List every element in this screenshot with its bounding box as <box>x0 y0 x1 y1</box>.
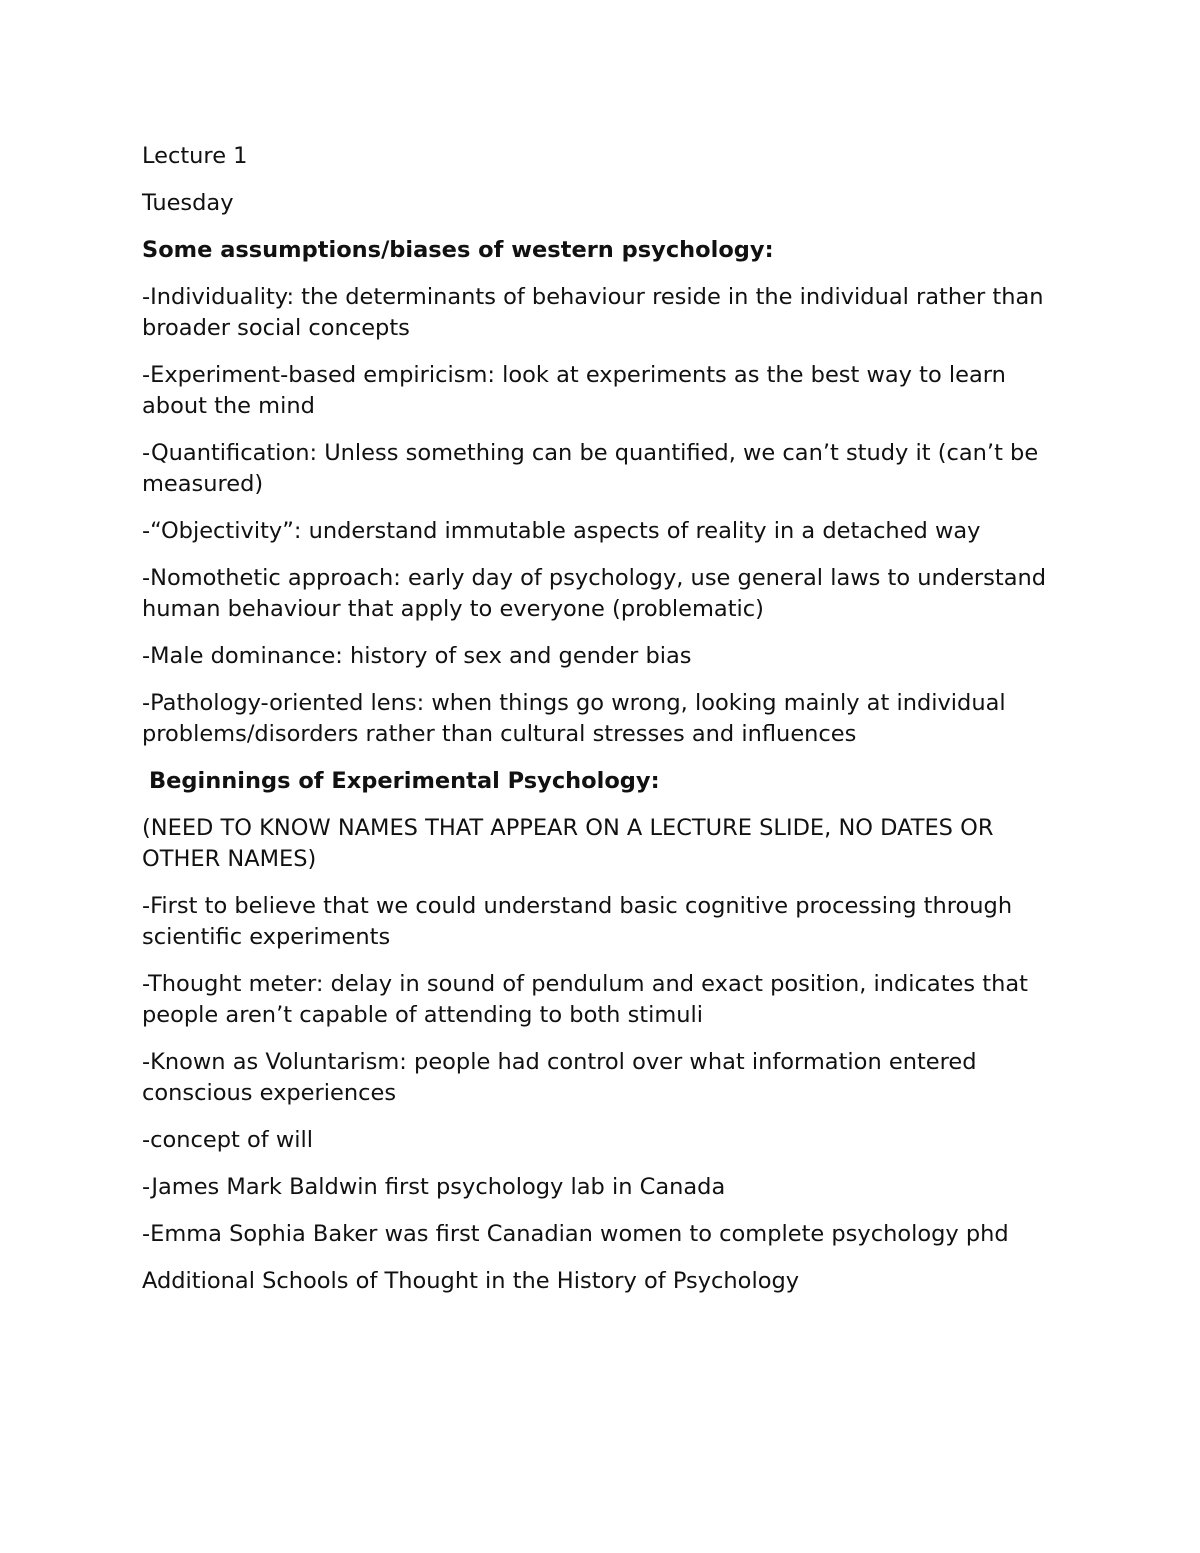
beginnings-item: -James Mark Baldwin first psychology lab in Canada <box>142 1174 726 1200</box>
assumption-item: -Quantification: Unless something can be quantified, we can’t study it (can’t be measured) <box>142 440 1039 497</box>
beginnings-item: -concept of will <box>142 1127 313 1153</box>
assumption-item: -Pathology-oriented lens: when things go wrong, looking mainly at individual problems/disorders rather than cultural stresses and influences <box>142 690 1006 747</box>
assumption-item: -Nomothetic approach: early day of psychology, use general laws to understand human behaviour that apply to everyone (problematic) <box>142 565 1047 622</box>
assumptions-heading: Some assumptions/biases of western psychology: <box>142 237 774 263</box>
beginnings-item: -First to believe that we could understand basic cognitive processing through scientific experiments <box>142 893 1013 950</box>
beginnings-item: -Thought meter: delay in sound of pendulum and exact position, indicates that people aren’t capable of attending to both stimuli <box>142 971 1028 1028</box>
beginnings-note: (NEED TO KNOW NAMES THAT APPEAR ON A LECTURE SLIDE, NO DATES OR OTHER NAMES) <box>142 815 994 872</box>
beginnings-item: -Known as Voluntarism: people had control over what information entered conscious experiences <box>142 1049 977 1106</box>
assumption-item: -Individuality: the determinants of behaviour reside in the individual rather than broader social concepts <box>142 284 1044 341</box>
beginnings-item: -Emma Sophia Baker was first Canadian women to complete psychology phd <box>142 1221 1009 1247</box>
lecture-title: Lecture 1 <box>142 143 248 169</box>
document-body <box>142 141 1072 1313</box>
assumption-item: -“Objectivity”: understand immutable aspects of reality in a detached way <box>142 518 981 544</box>
assumption-item: -Experiment-based empiricism: look at experiments as the best way to learn about the mind <box>142 362 1006 419</box>
assumption-item: -Male dominance: history of sex and gender bias <box>142 643 692 669</box>
day-label: Tuesday <box>142 190 234 216</box>
additional-schools-line: Additional Schools of Thought in the History of Psychology <box>142 1268 800 1294</box>
beginnings-heading: Beginnings of Experimental Psychology: <box>149 768 660 794</box>
